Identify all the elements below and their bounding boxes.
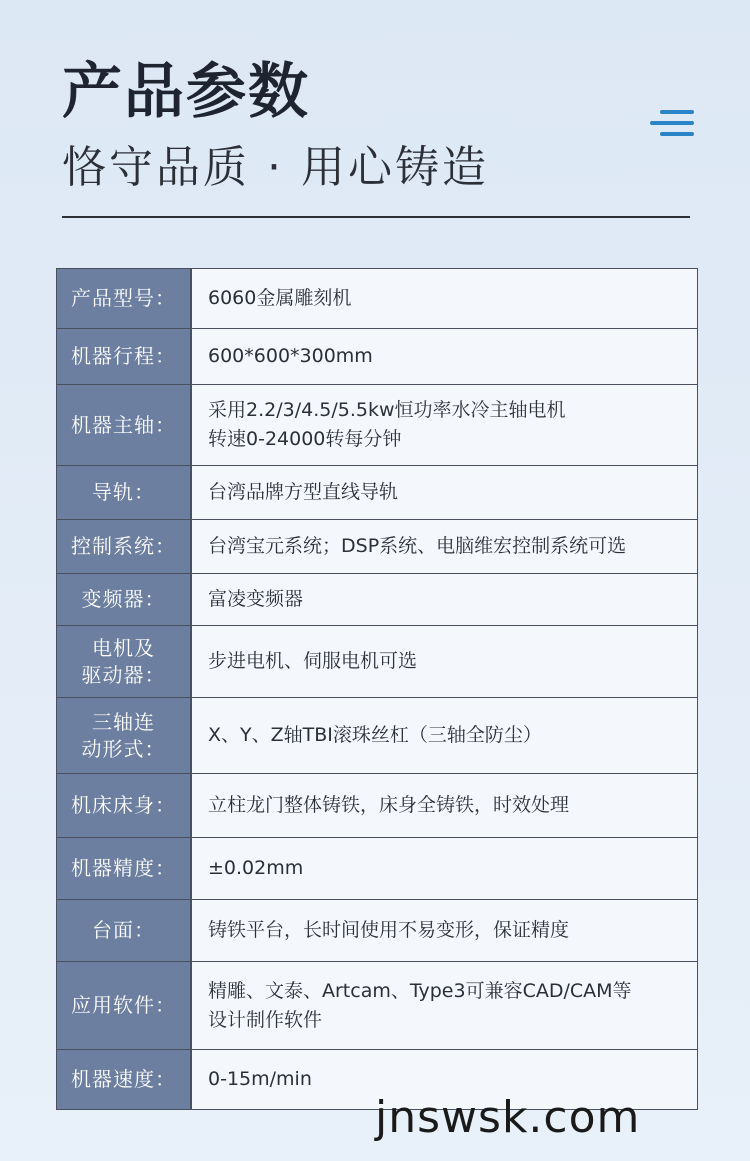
spec-label-text: 机器行程： [71,344,176,368]
spec-label [57,329,192,384]
spec-label [57,466,192,519]
spec-label-text: 机床床身： [71,793,176,817]
spec-label [57,574,192,625]
spec-label [57,385,192,465]
spec-label [57,269,192,328]
spec-label [57,774,192,837]
spec-value-line: 6060金属雕刻机 [208,287,352,309]
spec-value [192,900,697,961]
spec-value [192,520,697,573]
spec-label [57,698,192,773]
spec-value [192,838,697,899]
spec-value-line: 铸铁平台，长时间使用不易变形，保证精度 [208,919,570,941]
spec-value-line: 设计制作软件 [208,1008,323,1031]
spec-value-line: 富凌变频器 [208,588,304,610]
spec-label [57,900,192,961]
spec-row [56,466,698,520]
spec-row [56,962,698,1050]
spec-row [56,774,698,838]
spec-table [56,268,698,1110]
spec-value [192,574,697,625]
spec-value-line: X、Y、Z轴TBI滚珠丝杠（三轴全防尘） [208,724,542,746]
spec-value [192,466,697,519]
spec-value-line: 台湾品牌方型直线导轨 [208,481,399,503]
spec-label-text: 产品型号： [71,286,176,310]
spec-label-text: 电机及 驱动器： [81,635,166,687]
spec-value-line: ±0.02mm [208,857,304,879]
spec-label [57,626,192,697]
spec-value-line: 0-15m/min [208,1068,312,1090]
spec-row [56,900,698,962]
spec-value [192,329,697,384]
page-subtitle: 恪守品质 · 用心铸造 [62,142,489,193]
spec-label-text: 机器精度： [71,856,176,880]
spec-row [56,329,698,385]
spec-label-text: 控制系统： [71,534,176,558]
spec-label-text: 导轨： [92,480,155,504]
spec-label-text: 变频器： [81,587,166,611]
spec-value [192,385,697,465]
spec-row [56,269,698,329]
spec-value-line: 精雕、文泰、Artcam、Type3可兼容CAD/CAM等 [208,979,632,1002]
spec-label [57,838,192,899]
spec-value [192,269,697,328]
spec-value [192,962,697,1049]
spec-row [56,838,698,900]
spec-label [57,1050,192,1109]
header-divider [62,216,690,218]
spec-label-text: 机器速度： [71,1067,176,1091]
spec-label-text: 应用软件： [71,993,176,1017]
spec-label [57,962,192,1049]
spec-row [56,520,698,574]
spec-label [57,520,192,573]
page-title: 产品参数 [62,57,310,127]
spec-row [56,574,698,626]
watermark-text: jnswsk.com [375,1092,641,1143]
spec-value-line: 台湾宝元系统；DSP系统、电脑维宏控制系统可选 [208,535,627,557]
spec-label-text: 三轴连 动形式： [81,709,166,761]
spec-row [56,385,698,466]
spec-label-text: 台面： [92,918,155,942]
menu-lines-icon[interactable] [650,110,694,138]
spec-label-text: 机器主轴： [71,412,176,437]
spec-value-line: 600*600*300mm [208,345,373,367]
spec-value-line: 采用2.2/3/4.5/5.5kw恒功率水冷主轴电机 [208,399,566,421]
spec-value [192,626,697,697]
spec-value-line: 立柱龙门整体铸铁，床身全铸铁，时效处理 [208,794,570,816]
spec-value [192,698,697,773]
spec-value [192,774,697,837]
spec-row [56,626,698,698]
spec-value-line: 步进电机、伺服电机可选 [208,650,418,672]
spec-row [56,698,698,774]
spec-value-line: 转速0-24000转每分钟 [208,428,402,450]
